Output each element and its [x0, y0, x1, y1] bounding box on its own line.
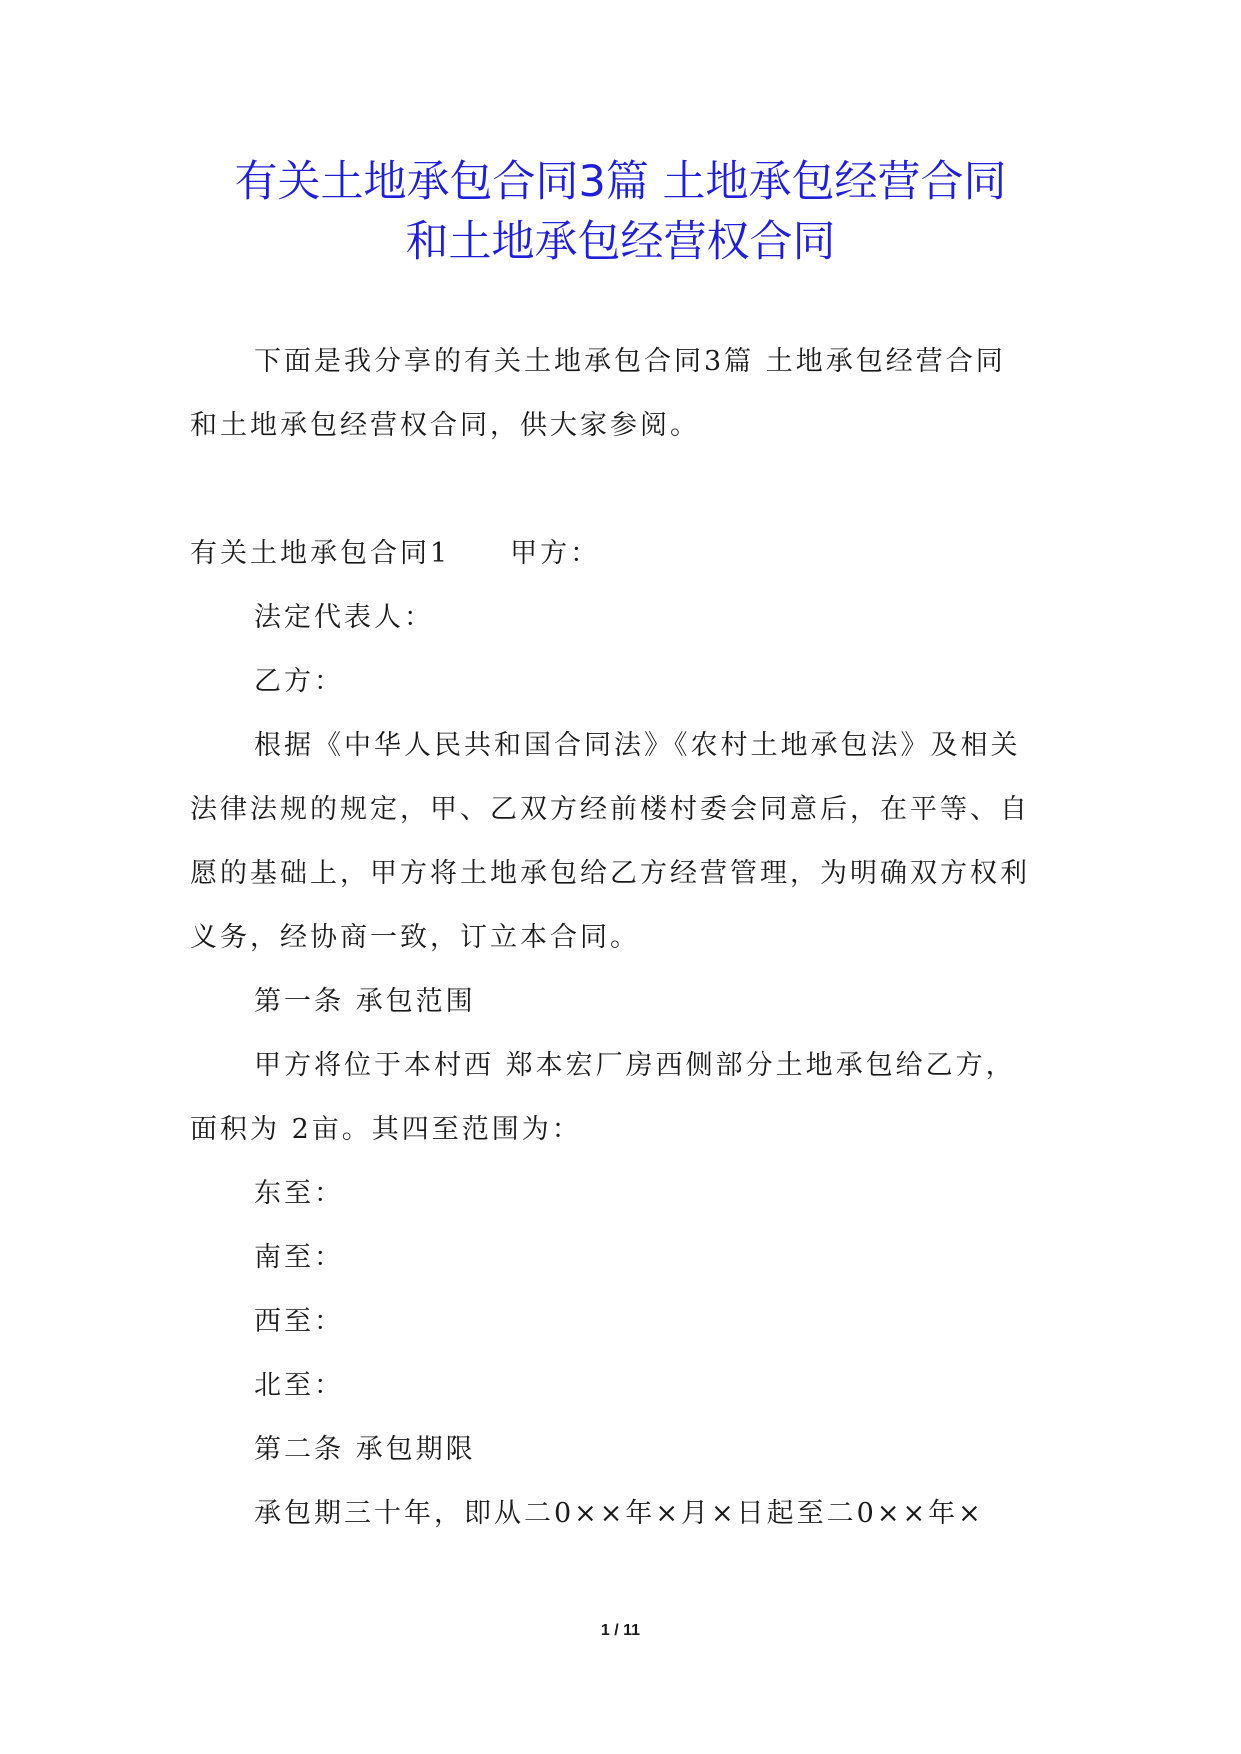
intro-paragraph-line-1: 下面是我分享的有关土地承包合同3篇 土地承包经营合同: [254, 346, 1006, 377]
title-line-2: 和土地承包经营权合同: [405, 217, 836, 267]
preamble-line-3: 愿的基础上，甲方将土地承包给乙方经营管理，为明确双方权利: [190, 858, 1030, 889]
page-number: 1 / 11: [600, 1622, 641, 1639]
document-title: [150, 152, 1091, 272]
article-1-heading: 第一条 承包范围: [254, 986, 476, 1017]
boundary-south: 南至：: [254, 1242, 344, 1273]
article-1-text-line-2: 面积为 2亩。其四至范围为：: [190, 1114, 582, 1145]
boundary-east: 东至：: [254, 1178, 344, 1209]
party-b-line: 乙方：: [254, 666, 344, 697]
intro-paragraph-line-2: 和土地承包经营权合同，供大家参阅。: [190, 410, 700, 441]
boundary-west: 西至：: [254, 1306, 344, 1337]
boundary-north: 北至：: [254, 1370, 344, 1401]
preamble-line-2: 法律法规的规定，甲、乙双方经前楼村委会同意后，在平等、自: [190, 794, 1030, 825]
title-line-1: 有关土地承包合同3篇 土地承包经营合同: [234, 157, 1007, 207]
contract-heading: 有关土地承包合同1 甲方：: [190, 538, 601, 569]
preamble-line-4: 义务，经协商一致，订立本合同。: [190, 922, 640, 953]
preamble-line-1: 根据《中华人民共和国合同法》《农村土地承包法》及相关: [254, 730, 1021, 761]
article-1-text-line-1: 甲方将位于本村西 郑本宏厂房西侧部分土地承包给乙方，: [254, 1050, 1016, 1081]
legal-representative-line: 法定代表人：: [254, 602, 434, 633]
article-2-text-line-1: 承包期三十年，即从二0××年×月×日起至二0××年×: [254, 1498, 984, 1529]
article-2-heading: 第二条 承包期限: [254, 1434, 476, 1465]
